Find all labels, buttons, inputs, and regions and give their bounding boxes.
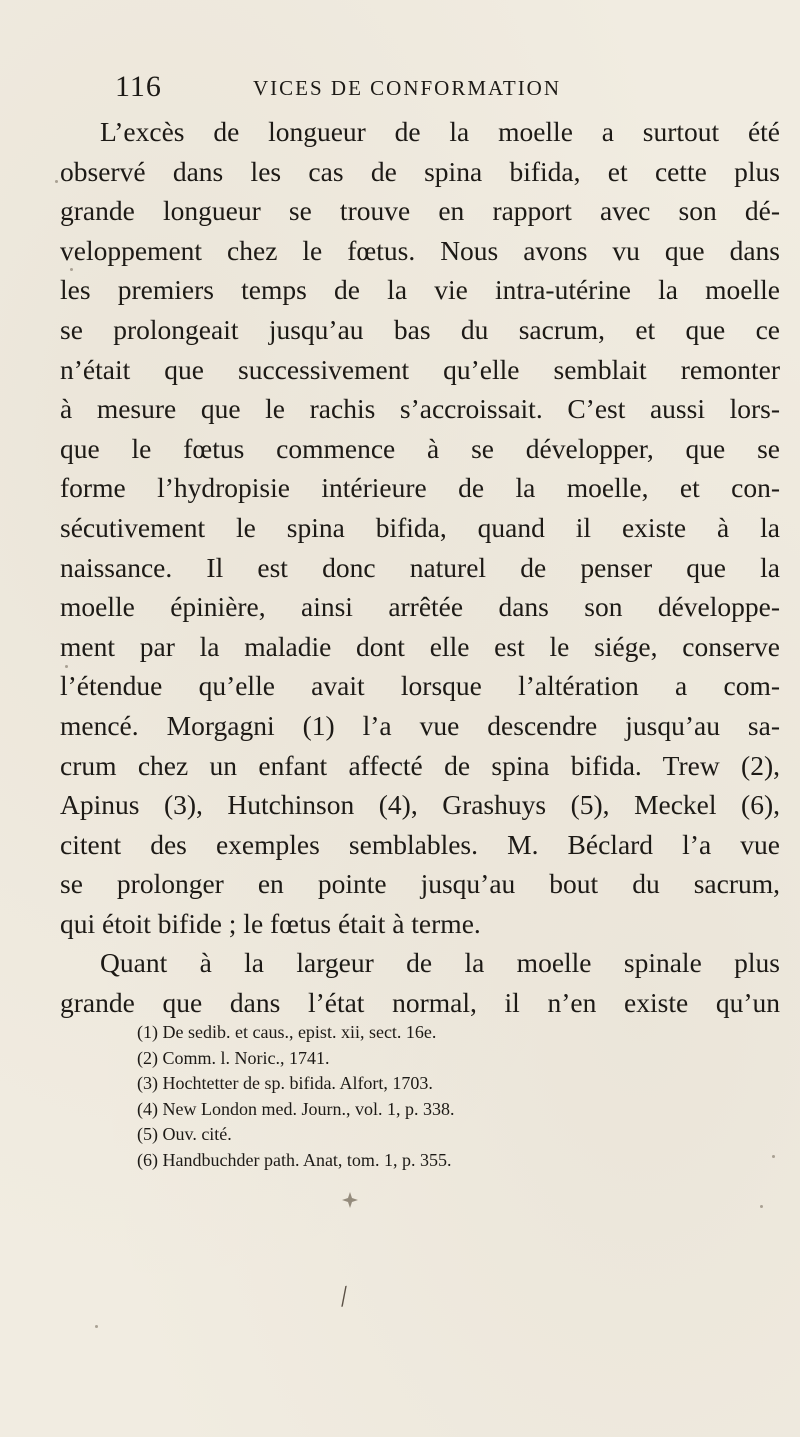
footnotes (137, 1020, 697, 1173)
paper-speck (65, 665, 68, 668)
text-line: à mesure que le rachis s’accroissait. C’est aussi lors- (60, 393, 780, 425)
page-header (115, 70, 675, 106)
text-line: grande que dans l’état normal, il n’en existe qu’un (60, 987, 780, 1019)
text-line: ment par la maladie dont elle est le siége, conserve (60, 630, 780, 662)
paper-speck (55, 180, 58, 183)
text-line: veloppement chez le fœtus. Nous avons vu que dans (60, 234, 780, 266)
text-line: mencé. Morgagni (1) l’a vue descendre jusqu’au sa- (60, 709, 780, 741)
paper-speck (772, 1155, 775, 1158)
stray-slash-mark: / (337, 1279, 351, 1314)
text-line: forme l’hydropisie intérieure de la moelle, et con- (60, 472, 780, 504)
text-line: sécutivement le spina bifida, quand il existe à la (60, 511, 780, 543)
text-line: l’étendue qu’elle avait lorsque l’altération a com- (60, 670, 780, 702)
footnote: (5) Ouv. cité. (137, 1124, 232, 1144)
page-number: 116 (115, 70, 162, 103)
text-line: Quant à la largeur de la moelle spinale plus (100, 947, 780, 979)
text-line: grande longueur se trouve en rapport avec son dé- (60, 195, 780, 227)
paper-speck (95, 1325, 98, 1328)
text-line: se prolongeait jusqu’au bas du sacrum, et que ce (60, 313, 780, 345)
footnote: (3) Hochtetter de sp. bifida. Alfort, 1703. (137, 1073, 433, 1093)
text-line: observé dans les cas de spina bifida, et cette plus (60, 155, 780, 187)
text-line: moelle épinière, ainsi arrêtée dans son développe- (60, 591, 780, 623)
footnote: (6) Handbuchder path. Anat, tom. 1, p. 355. (137, 1149, 452, 1170)
body-text (60, 112, 780, 1023)
text-line: qui étoit bifide ; le fœtus était à terme. (60, 907, 481, 939)
running-head: VICES DE CONFORMATION (253, 76, 562, 100)
text-line: naissance. Il est donc naturel de penser que la (60, 551, 780, 583)
paper-speck (70, 268, 73, 271)
text-line: se prolonger en pointe jusqu’au bout du sacrum, (60, 868, 780, 900)
text-line: L’excès de longueur de la moelle a surtout été (100, 116, 780, 147)
text-line: crum chez un enfant affecté de spina bifida. Trew (2), (60, 749, 780, 781)
flourish-ornament-icon (340, 1190, 360, 1210)
footnote: (4) New London med. Journ., vol. 1, p. 338. (137, 1098, 455, 1119)
footnote: (2) Comm. l. Noric., 1741. (137, 1047, 330, 1068)
text-line: les premiers temps de la vie intra-utérine la moelle (60, 274, 780, 306)
text-line: que le fœtus commence à se développer, que se (60, 432, 780, 464)
paper-speck (760, 1205, 763, 1208)
footnote: (1) De sedib. et caus., epist. xii, sect. 16e. (137, 1022, 437, 1042)
text-line: citent des exemples semblables. M. Béclard l’a vue (60, 828, 780, 860)
text-line: n’était que successivement qu’elle semblait remonter (60, 353, 780, 385)
text-line: Apinus (3), Hutchinson (4), Grashuys (5), Meckel (6), (60, 789, 780, 821)
